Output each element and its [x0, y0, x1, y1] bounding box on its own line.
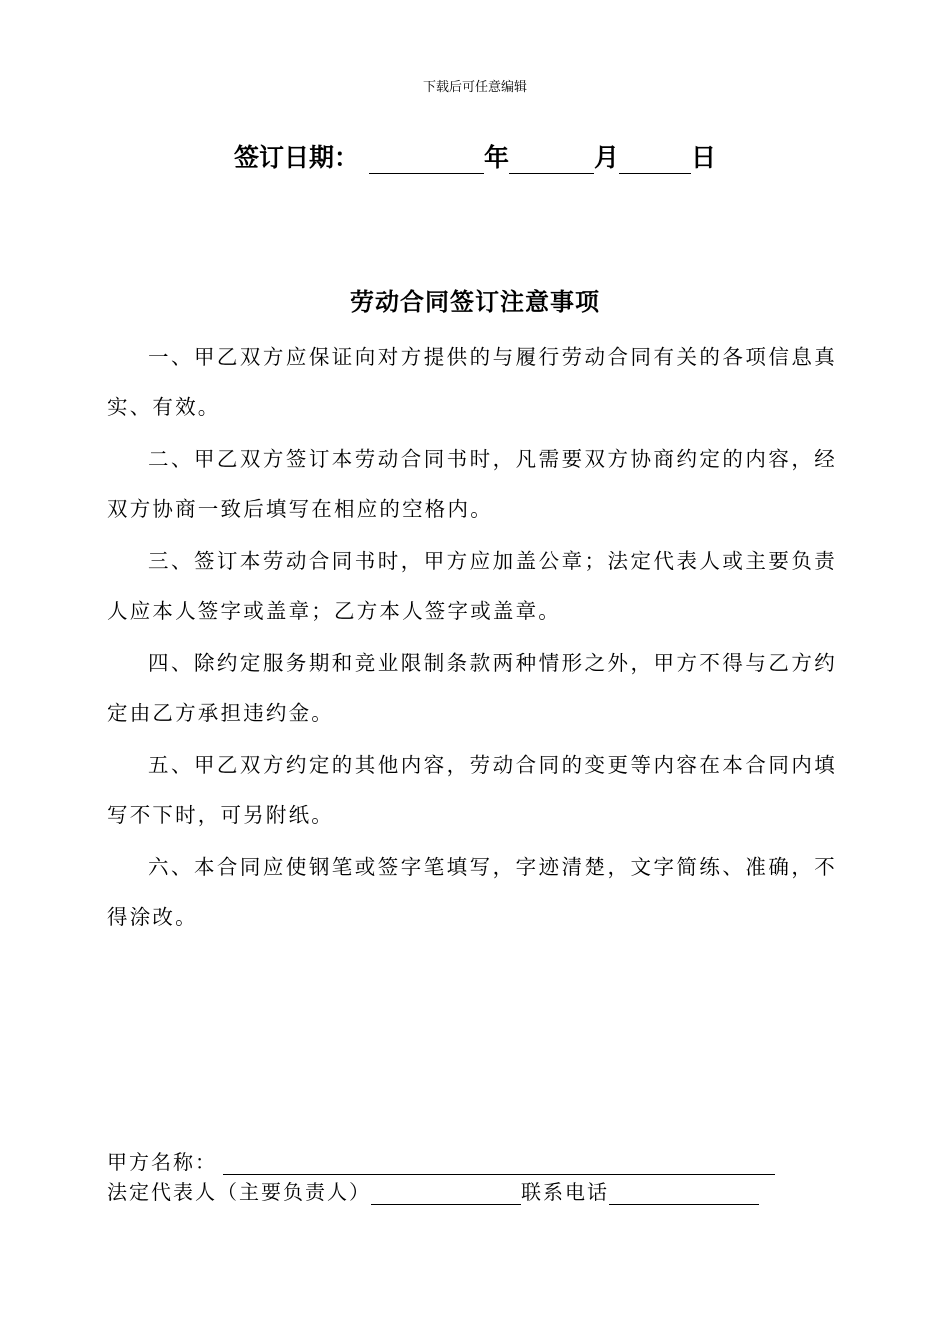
- phone-blank: [609, 1182, 759, 1205]
- party-a-name-row: [107, 1146, 775, 1175]
- notice-item-4: 四、除约定服务期和竞业限制条款两种情形之外，甲方不得与乙方约定由乙方承担违约金。: [107, 651, 837, 725]
- year-label: 年: [484, 143, 510, 172]
- notice-title: 劳动合同签订注意事项: [350, 287, 600, 316]
- notice-item-5: 五、甲乙双方约定的其他内容，劳动合同的变更等内容在本合同内填写不下时，可另附纸。: [107, 753, 837, 827]
- month-label: 月: [594, 143, 620, 172]
- legal-rep-row: [107, 1176, 759, 1205]
- month-blank: [509, 147, 594, 174]
- phone-label: 联系电话: [521, 1180, 609, 1204]
- notice-item-2: 二、甲乙双方签订本劳动合同书时，凡需要双方协商约定的内容，经双方协商一致后填写在相应的空格内。: [107, 447, 837, 521]
- legal-rep-blank: [371, 1182, 521, 1205]
- notice-item-3: 三、签订本劳动合同书时，甲方应加盖公章；法定代表人或主要负责人应本人签字或盖章；乙方本人签字或盖章。: [107, 549, 837, 623]
- party-a-label: 甲方名称：: [107, 1150, 217, 1174]
- notice-item-1: 一、甲乙双方应保证向对方提供的与履行劳动合同有关的各项信息真实、有效。: [107, 345, 837, 419]
- legal-rep-label: 法定代表人（主要负责人）: [107, 1180, 371, 1204]
- notice-item-6: 六、本合同应使钢笔或签字笔填写，字迹清楚，文字简练、准确，不得涂改。: [107, 855, 837, 929]
- sign-date-line: [234, 138, 716, 174]
- day-label: 日: [691, 143, 717, 172]
- day-blank: [619, 147, 691, 174]
- header-note: 下载后可任意编辑: [422, 80, 527, 95]
- sign-date-label: 签订日期：: [234, 143, 360, 172]
- party-a-name-blank: [223, 1152, 775, 1175]
- year-blank: [369, 147, 484, 174]
